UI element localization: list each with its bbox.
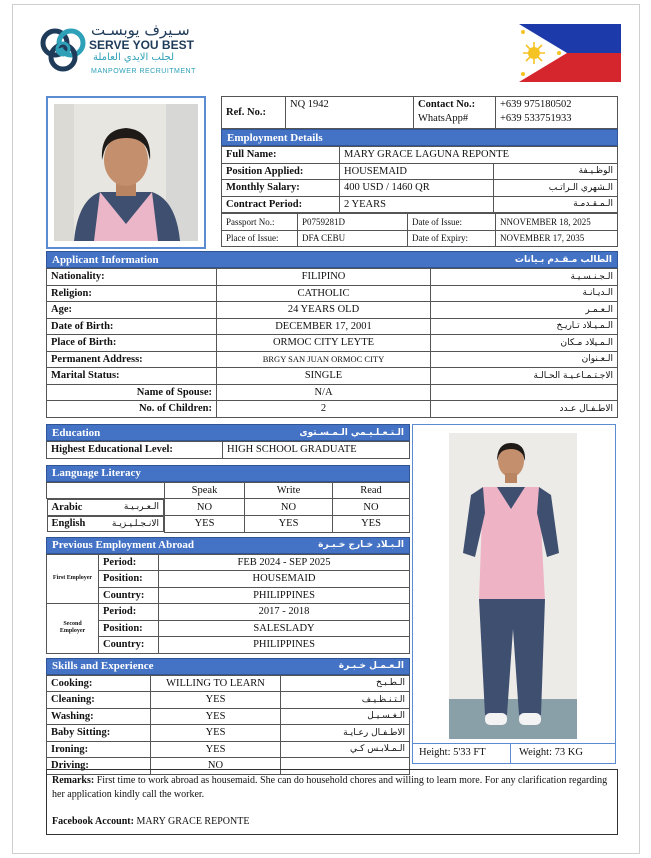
skill-value: WILLING TO LEARN [151, 675, 281, 692]
applicant-portrait-photo [54, 104, 198, 241]
salary-arabic: الـشهري الـراتـب [494, 180, 618, 197]
contact-label: Contact No.: [418, 99, 476, 110]
language-name: Arabic [51, 501, 83, 513]
education-level-value: HIGH SCHOOL GRADUATE [223, 442, 410, 459]
applicant-field-value: FILIPINO [217, 269, 431, 286]
applicant-field-value: ORMOC CITY LEYTE [217, 335, 431, 352]
children-value: 2 [217, 401, 431, 418]
applicant-field-arabic: الـعـنوان [431, 351, 618, 368]
first-employer-label: First Employer [47, 554, 99, 604]
first-period-label: Period: [99, 554, 159, 571]
issue-date-label: Date of Issue: [408, 214, 496, 231]
applicant-field-arabic: الـديـانـة [431, 285, 618, 302]
contract-value: 2 YEARS [340, 196, 494, 213]
applicant-field-value: BRGY SAN JUAN ORMOC CITY [217, 351, 431, 368]
ref-value: NQ 1942 [286, 97, 414, 129]
applicant-field-value: SINGLE [217, 368, 431, 385]
brand-arabic-tagline: لجلب الايدي العاملة [93, 52, 175, 63]
applicant-field-arabic: الـمـيـلاد تـاريـخ [431, 318, 618, 335]
employment-details-header [221, 129, 618, 146]
philippines-flag-icon [519, 24, 621, 82]
height-value: 5'33 FT [453, 747, 486, 758]
position-value: HOUSEMAID [340, 163, 494, 180]
language-row [47, 499, 410, 516]
salary-label: Monthly Salary: [222, 180, 340, 197]
skill-row [47, 708, 410, 725]
skills-header [46, 658, 410, 675]
applicant-row [47, 302, 618, 319]
first-position-value: HOUSEMAID [159, 571, 410, 588]
expiry-value: NOVEMBER 17, 2035 [496, 230, 618, 247]
second-country-label: Country: [99, 637, 159, 654]
applicant-field-arabic: الـمـيلاد مـكان [431, 335, 618, 352]
facebook-value: MARY GRACE REPONTE [136, 816, 250, 827]
first-country-label: Country: [99, 587, 159, 604]
facebook-label: Facebook Account: [52, 816, 134, 827]
applicant-row [47, 335, 618, 352]
contact-value: +639 975180502 [500, 99, 572, 110]
applicant-row [47, 285, 618, 302]
applicant-row [47, 368, 618, 385]
weight-value: 73 KG [554, 747, 583, 758]
company-logo [39, 23, 219, 81]
applicant-field-label: Religion: [47, 285, 217, 302]
first-period-value: FEB 2024 - SEP 2025 [159, 554, 410, 571]
second-country-value: PHILIPPINES [159, 637, 410, 654]
previous-employment-header [46, 537, 410, 554]
skills-title-arabic: الـعـمـل خـبـرة [338, 661, 404, 671]
applicant-field-value: DECEMBER 17, 2001 [217, 318, 431, 335]
skill-arabic: الـتـنـظـيـف [281, 692, 410, 709]
skill-value: YES [151, 692, 281, 709]
skill-label: Washing: [47, 708, 151, 725]
skill-row [47, 725, 410, 742]
first-position-label: Position: [99, 571, 159, 588]
language-proficiency-value: YES [245, 516, 333, 533]
applicant-field-value: CATHOLIC [217, 285, 431, 302]
applicant-field-arabic: الـعـمـر [431, 302, 618, 319]
issue-date-value: NNOVEMBER 18, 2025 [496, 214, 618, 231]
skill-row [47, 675, 410, 692]
height-label: Height: [419, 747, 451, 758]
second-period-label: Period: [99, 604, 159, 621]
applicant-information-header [46, 251, 618, 268]
second-employer-label: Second Employer [47, 604, 99, 654]
children-arabic: الاطـفـال عـدد [431, 401, 618, 418]
contract-arabic: الـمـقـدمـة [494, 196, 618, 213]
remarks-label: Remarks: [52, 775, 95, 786]
brand-tagline: MANPOWER RECRUITMENT [91, 68, 196, 75]
language-proficiency-value: NO [165, 499, 245, 516]
applicant-field-label: Nationality: [47, 269, 217, 286]
second-position-value: SALESLADY [159, 620, 410, 637]
weight-label: Weight: [519, 747, 552, 758]
expiry-label: Date of Expiry: [408, 230, 496, 247]
applicant-information-title-arabic: الطالب مـقـدم بـيانات [514, 254, 612, 265]
ref-label: Ref. No.: [222, 97, 286, 129]
applicant-row [47, 269, 618, 286]
position-label: Position Applied: [222, 163, 340, 180]
remarks-text: First time to work abroad as housemaid. She can do household chores and willing to learn more. For any clarification regarding her application kindly call the worker. [52, 775, 608, 800]
skill-label: Baby Sitting: [47, 725, 151, 742]
applicant-information-block [46, 251, 618, 418]
whatsapp-value: +639 533751933 [500, 113, 572, 124]
passport-value: P0759281D [298, 214, 408, 231]
skill-value: YES [151, 725, 281, 742]
passport-label: Passport No.: [222, 214, 298, 231]
issue-place-label: Place of Issue: [222, 230, 298, 247]
skill-arabic: الـغـسـيـل [281, 708, 410, 725]
employment-details-block [221, 96, 618, 247]
full-body-photo [449, 433, 577, 739]
education-title: Education [52, 426, 101, 439]
language-header [46, 465, 410, 482]
applicant-portrait-frame [46, 96, 206, 249]
brand-name: SERVE YOU BEST [89, 38, 194, 52]
skill-label: Cooking: [47, 675, 151, 692]
applicant-row [47, 351, 618, 368]
first-country-value: PHILIPPINES [159, 587, 410, 604]
applicant-field-label: Permanent Address: [47, 351, 217, 368]
position-arabic: الوظـيـفة [494, 163, 618, 180]
language-name-arabic: الـعـربـيـة [123, 502, 159, 513]
language-proficiency-value: YES [165, 516, 245, 533]
language-proficiency-value: NO [245, 499, 333, 516]
skill-label: Ironing: [47, 741, 151, 758]
applicant-field-label: Date of Birth: [47, 318, 217, 335]
language-col-read: Read [333, 482, 410, 499]
contract-label: Contract Period: [222, 196, 340, 213]
remarks-box [46, 769, 618, 835]
applicant-field-label: Age: [47, 302, 217, 319]
full-name-label: Full Name: [222, 147, 340, 164]
biodata-page [12, 4, 640, 854]
skill-label: Driving: [47, 758, 151, 775]
spouse-label: Name of Spouse: [47, 384, 217, 401]
logo-knot-icon [39, 25, 87, 77]
skill-label: Cleaning: [47, 692, 151, 709]
applicant-row [47, 318, 618, 335]
applicant-field-arabic: الاجـتـمـاعـيـة الحـالـة [431, 368, 618, 385]
full-body-photo-frame [412, 424, 616, 764]
skill-value: YES [151, 741, 281, 758]
skill-value: YES [151, 708, 281, 725]
physical-stats [413, 743, 615, 764]
previous-employment-title: Previous Employment Abroad [52, 539, 194, 551]
applicant-field-arabic: الـجـنـسـيـة [431, 269, 618, 286]
previous-employment-title-arabic: الـبـلاد خـارج خـبـرة [318, 540, 404, 550]
applicant-field-label: Marital Status: [47, 368, 217, 385]
language-proficiency-value: NO [333, 499, 410, 516]
education-level-label: Highest Educational Level: [47, 442, 223, 459]
left-column [46, 424, 410, 775]
education-title-arabic: الـتـعـلـيـمي الـمـسـتوى [299, 427, 404, 438]
language-name: English [51, 518, 86, 530]
skill-value: NO [151, 758, 281, 775]
skills-title: Skills and Experience [52, 660, 154, 672]
children-label: No. of Children: [47, 401, 217, 418]
skill-arabic: الـطـبـخ [281, 675, 410, 692]
full-name-value: MARY GRACE LAGUNA REPONTE [340, 147, 618, 164]
applicant-field-value: 24 YEARS OLD [217, 302, 431, 319]
employment-details-title: Employment Details [227, 131, 323, 144]
education-header [46, 424, 410, 441]
skill-arabic: الاطـفـال رعـايـة [281, 725, 410, 742]
salary-value: 400 USD / 1460 QR [340, 180, 494, 197]
brand-arabic-name: سـيرف يوبسـت [91, 21, 190, 39]
language-col-write: Write [245, 482, 333, 499]
skill-arabic: الـمـلابـس كـي [281, 741, 410, 758]
language-title: Language Literacy [52, 467, 141, 479]
skill-row [47, 741, 410, 758]
applicant-information-title: Applicant Information [52, 253, 159, 266]
spouse-value: N/A [217, 384, 431, 401]
language-name-arabic: الانـجـلـيـزيـة [111, 518, 159, 529]
issue-place-value: DFA CEBU [298, 230, 408, 247]
skill-row [47, 692, 410, 709]
second-position-label: Position: [99, 620, 159, 637]
language-col-speak: Speak [165, 482, 245, 499]
language-name-cell [47, 499, 165, 516]
second-period-value: 2017 - 2018 [159, 604, 410, 621]
language-row [47, 516, 410, 533]
language-name-cell [47, 516, 165, 533]
whatsapp-label: WhatsApp# [418, 113, 469, 124]
language-proficiency-value: YES [333, 516, 410, 533]
applicant-field-label: Place of Birth: [47, 335, 217, 352]
